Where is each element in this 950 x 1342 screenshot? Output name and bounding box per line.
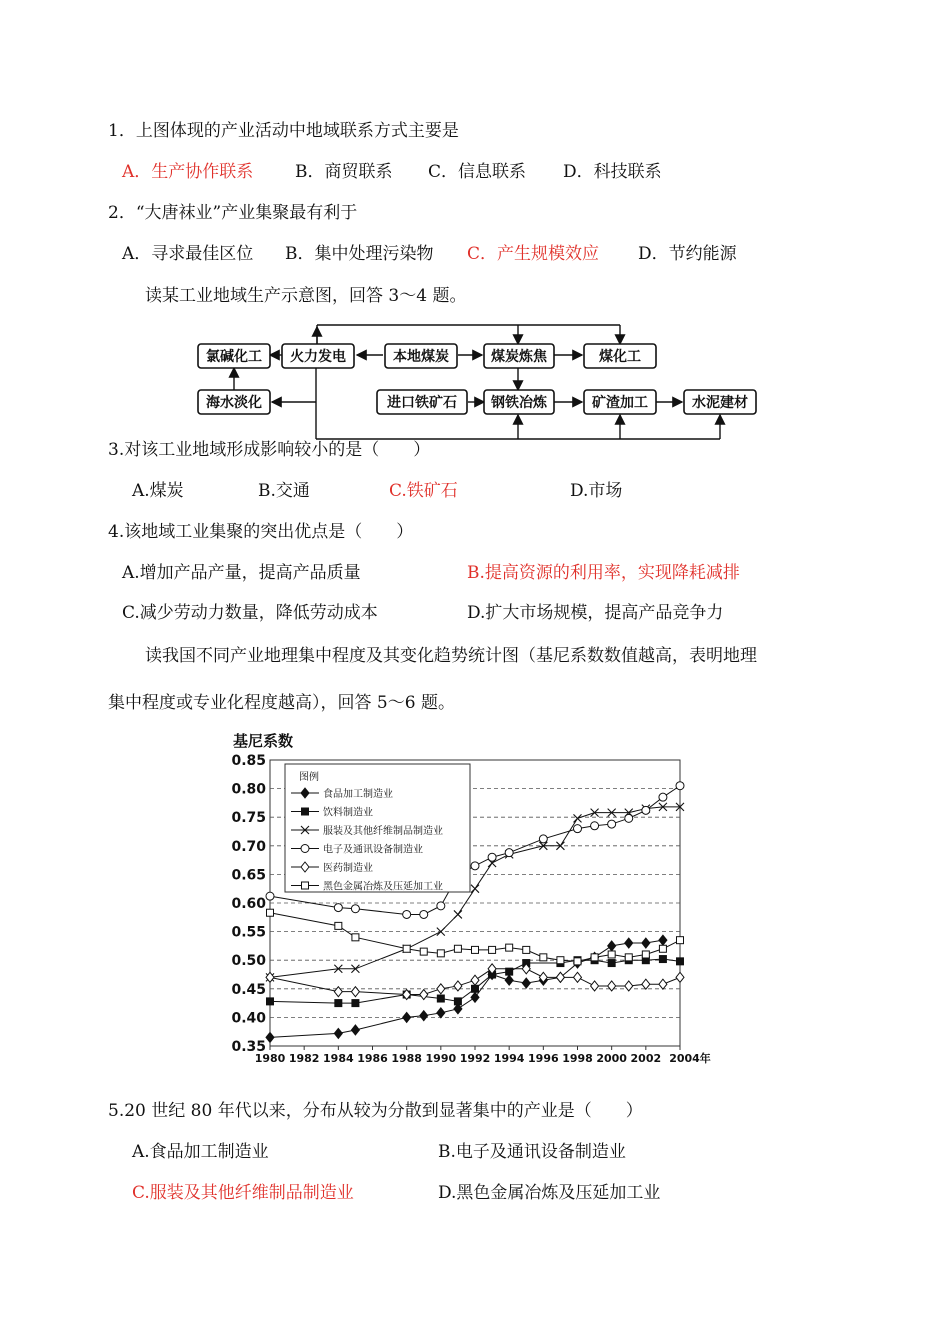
q4-option-a: A.增加产品产量，提高产品质量 — [122, 563, 361, 583]
data-point — [506, 944, 513, 951]
q2-option-a: A．寻求最佳区位 — [122, 244, 254, 264]
x-tick-label: 2000 — [596, 1052, 627, 1065]
data-point — [556, 972, 564, 982]
data-point — [437, 984, 445, 994]
data-point — [505, 849, 513, 857]
q5-option-d: D.黑色金属冶炼及压延加工业 — [438, 1183, 661, 1203]
data-point — [608, 960, 615, 967]
legend-label: 饮料制造业 — [323, 807, 373, 819]
node-slag-processing: 矿渣加工 — [592, 395, 648, 411]
data-point — [659, 935, 667, 945]
q2-option-b: B．集中处理污染物 — [285, 244, 434, 264]
node-steel-smelting: 钢铁冶炼 — [491, 395, 547, 411]
legend-label: 医药制造业 — [323, 863, 373, 874]
data-point — [302, 882, 309, 889]
y-axis-title: 基尼系数 — [233, 732, 294, 750]
data-point — [352, 934, 359, 941]
data-point — [301, 845, 309, 853]
data-point — [266, 1032, 274, 1042]
x-tick-label: 1994 — [493, 1052, 525, 1065]
data-point — [351, 987, 359, 997]
data-point — [454, 945, 461, 952]
data-point — [608, 981, 616, 991]
data-point — [625, 814, 633, 822]
data-point — [625, 954, 632, 961]
data-point — [352, 1000, 359, 1007]
data-point — [574, 825, 582, 833]
node-coking: 煤炭炼焦 — [491, 349, 547, 365]
data-point — [557, 957, 564, 964]
q3-option-a: A.煤炭 — [132, 481, 184, 501]
data-point — [334, 987, 342, 997]
data-point — [302, 808, 309, 815]
node-desalination: 海水淡化 — [206, 395, 262, 411]
y-tick-label: 0.55 — [231, 924, 266, 941]
y-tick-label: 0.85 — [231, 753, 266, 769]
industrial-flowchart — [190, 322, 770, 442]
legend-label: 黑色金属冶炼及压延加工业 — [323, 881, 443, 893]
y-tick-label: 0.50 — [231, 953, 266, 970]
q2-stem: 2．“大唐袜业”产业集聚最有利于 — [108, 203, 358, 223]
node-imported-iron-ore: 进口铁矿石 — [387, 395, 457, 411]
data-point — [677, 958, 684, 965]
data-point — [523, 946, 530, 953]
x-tick-label: 1990 — [425, 1052, 457, 1065]
data-point — [454, 910, 462, 918]
q5-option-c: C.服装及其他纤维制品制造业 — [132, 1183, 354, 1203]
q4-option-c: C.减少劳动力数量，降低劳动成本 — [122, 603, 378, 623]
x-tick-label: 1996 — [528, 1052, 559, 1065]
data-point — [642, 806, 650, 814]
data-point — [335, 1000, 342, 1007]
data-point — [676, 972, 684, 982]
legend-label: 服装及其他纤维制品制造业 — [323, 826, 443, 837]
q3-option-b: B.交通 — [258, 481, 310, 501]
data-point — [437, 1008, 445, 1018]
data-point — [505, 975, 513, 985]
data-point — [403, 1012, 411, 1022]
q5-option-a: A.食品加工制造业 — [132, 1142, 269, 1162]
data-point — [437, 902, 445, 910]
x-tick-label: 2002 — [630, 1052, 662, 1065]
y-tick-label: 0.35 — [231, 1039, 266, 1055]
data-point — [403, 910, 411, 918]
data-point — [676, 782, 684, 790]
q2-option-d: D．节约能源 — [638, 244, 737, 264]
y-tick-label: 0.65 — [231, 867, 266, 884]
y-tick-label: 0.80 — [231, 781, 266, 798]
series-line — [270, 913, 680, 962]
x-tick-label: 1986 — [357, 1052, 388, 1065]
data-point — [351, 1025, 359, 1035]
data-point — [454, 981, 462, 991]
node-thermal-power: 火力发电 — [290, 349, 346, 365]
data-point — [659, 793, 667, 801]
y-tick-label: 0.70 — [231, 838, 266, 855]
legend-label: 食品加工制造业 — [323, 789, 393, 800]
data-point — [472, 946, 479, 953]
q5-option-b: B.电子及通讯设备制造业 — [438, 1142, 626, 1162]
data-point — [659, 945, 666, 952]
data-point — [642, 979, 650, 989]
node-chlor-alkali: 氯碱化工 — [206, 349, 262, 365]
x-tick-label: 1984 — [323, 1052, 354, 1065]
q4-stem: 4.该地域工业集聚的突出优点是（ ） — [108, 522, 414, 542]
data-point — [471, 975, 479, 985]
q1-option-c: C．信息联系 — [428, 162, 527, 182]
data-point — [642, 938, 650, 948]
intro-q3-q4: 读某工业地域生产示意图，回答 3～4 题。 — [145, 286, 467, 306]
data-point — [659, 956, 666, 963]
data-point — [522, 978, 530, 988]
y-tick-label: 0.45 — [231, 981, 266, 998]
data-point — [608, 941, 616, 951]
data-point — [403, 945, 410, 952]
x-tick-label: 1998 — [562, 1052, 593, 1065]
y-tick-label: 0.60 — [231, 896, 266, 912]
data-point — [591, 981, 599, 991]
data-point — [351, 905, 359, 913]
data-point — [472, 985, 479, 992]
data-point — [334, 904, 342, 912]
legend-title: 图例 — [299, 772, 319, 783]
q1-stem: 1．上图体现的产业活动中地域联系方式主要是 — [108, 121, 459, 141]
data-point — [608, 820, 616, 828]
q5-stem: 5.20 世纪 80 年代以来，分布从较为分散到显著集中的产业是（ ） — [108, 1101, 643, 1121]
data-point — [574, 958, 581, 965]
data-point — [625, 981, 633, 991]
data-point — [335, 922, 342, 929]
intro-q5-q6-line1: 读我国不同产业地理集中程度及其变化趋势统计图（基尼系数数值越高，表明地理 — [145, 646, 757, 666]
data-point — [437, 950, 444, 957]
data-point — [334, 1028, 342, 1038]
data-point — [591, 954, 598, 961]
q1-option-a: A．生产协作联系 — [122, 162, 254, 182]
x-tick-label: 1982 — [288, 1052, 320, 1065]
data-point — [454, 998, 461, 1005]
node-local-coal: 本地煤炭 — [393, 349, 449, 365]
q3-option-c: C.铁矿石 — [389, 481, 458, 501]
y-tick-label: 0.75 — [231, 810, 266, 827]
node-coal-chemical: 煤化工 — [599, 349, 641, 365]
gini-line-chart — [225, 728, 725, 1073]
q1-option-d: D．科技联系 — [563, 162, 662, 182]
data-point — [267, 909, 274, 916]
data-point — [539, 835, 547, 843]
data-point — [591, 822, 599, 830]
data-point — [540, 954, 547, 961]
data-point — [574, 814, 582, 822]
data-point — [659, 979, 667, 989]
data-point — [267, 998, 274, 1005]
q4-option-b: B.提高资源的利用率，实现降耗减排 — [467, 563, 740, 583]
q3-stem: 3.对该工业地域形成影响较小的是（ ） — [108, 440, 431, 460]
data-point — [642, 951, 649, 958]
data-point — [266, 892, 274, 900]
y-tick-label: 0.40 — [231, 1010, 266, 1027]
intro-q5-q6-line2: 集中程度或专业化程度越高），回答 5～6 题。 — [108, 693, 455, 713]
data-point — [574, 972, 582, 982]
q4-option-d: D.扩大市场规模，提高产品竞争力 — [467, 603, 724, 623]
data-point — [420, 948, 427, 955]
q3-option-d: D.市场 — [570, 481, 623, 501]
data-point — [625, 938, 633, 948]
data-point — [437, 995, 444, 1002]
data-point — [608, 951, 615, 958]
x-tick-label: 1992 — [459, 1052, 491, 1065]
x-tick-label: 2004年 — [669, 1052, 711, 1065]
x-tick-label: 1988 — [391, 1052, 422, 1065]
legend-label: 电子及通讯设备制造业 — [323, 844, 423, 856]
data-point — [420, 1011, 428, 1021]
data-point — [489, 946, 496, 953]
node-cement: 水泥建材 — [692, 395, 748, 411]
data-point — [677, 937, 684, 944]
data-point — [488, 853, 496, 861]
data-point — [420, 990, 428, 1000]
x-tick-label: 1980 — [254, 1052, 286, 1065]
data-point — [471, 862, 479, 870]
data-point — [420, 910, 428, 918]
series-6 — [267, 909, 684, 965]
q1-option-b: B．商贸联系 — [295, 162, 393, 182]
data-point — [471, 885, 479, 893]
q2-option-c: C．产生规模效应 — [467, 244, 600, 264]
